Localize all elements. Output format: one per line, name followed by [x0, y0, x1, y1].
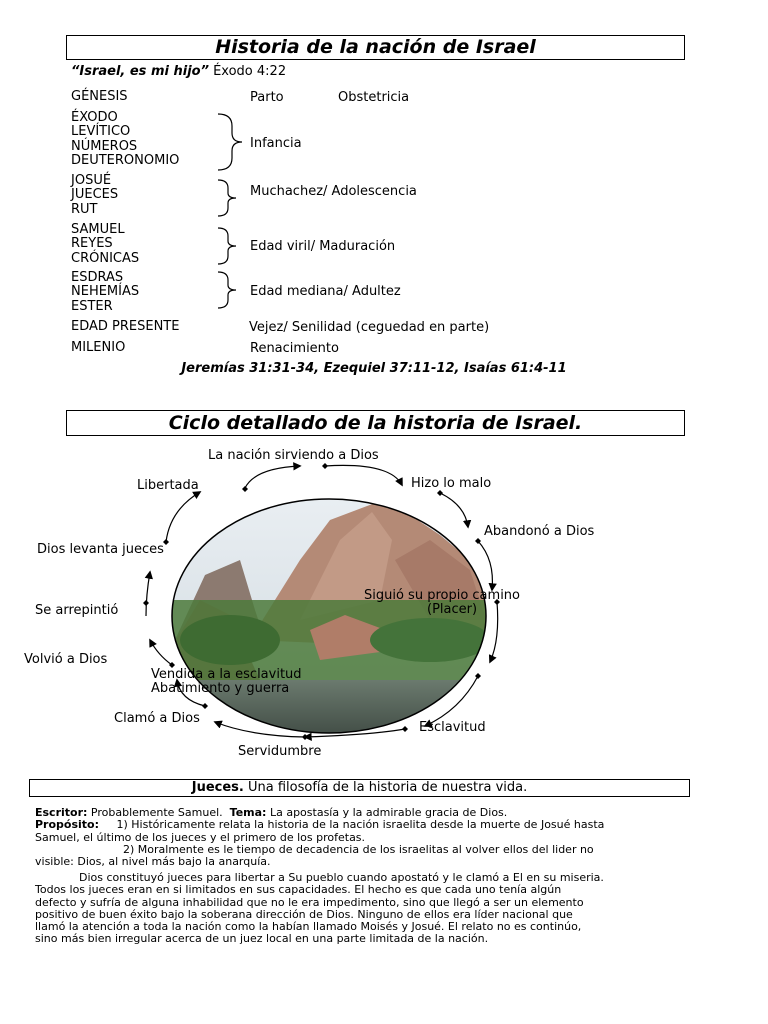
judges-body: Dios constituyó jueces para libertar a Su pueblo cuando apostató y le clamó a El en su miseria. Todos los jueces eran en si limitados en sus capacidades. El hecho es que cada uno tenía algún defecto y sufría de alguna inhabilidad que no le era impedimento, sino que llegó a ser un elemento positivo de buen éxito bajo la soberana dirección de Dios. Ninguno de ellos era líder nacional que llamó la atención a toda la nación como la habían llamado Moisés y Josué. El relato no es continúo, sino más bien irregular acerca de un juez local en una parte limitada de la nación. — [35, 871, 604, 946]
quote-reference: Éxodo 4:22 — [213, 64, 287, 79]
cycle-label-pleasure: (Placer) — [427, 602, 478, 617]
cycle-label-sold: Vendida a la esclavitud — [151, 667, 302, 682]
cycle-label-evil: Hizo lo malo — [411, 476, 492, 491]
cycle-title: Ciclo detallado de la historia de Israel. — [66, 410, 685, 436]
judges-summary: Escritor: Probablemente Samuel. Tema: La apostasía y la admirable gracia de Dios. Propósito: 1) Históricamente relata la historia de la nación israelita desde la muerte de Josué hasta Samuel, el último de los jueces y el primero de los profetas. 2) Moralmente es le tiempo de decadencia de los israelitas al volver ellos del lider no visible: Dios, al nivel más bajo la anarquía. — [35, 806, 605, 869]
books-millennium: MILENIO — [71, 340, 126, 355]
cycle-label-servitude: Servidumbre — [238, 744, 322, 759]
quote-text: “Israel, es mi hijo” — [71, 64, 209, 79]
books-present-age: EDAD PRESENTE — [71, 319, 180, 334]
cycle-label-abandoned: Abandonó a Dios — [484, 524, 595, 539]
cycle-label-own-way: Siguió su propio camino — [364, 588, 520, 603]
stage-adolescence: Muchachez/ Adolescencia — [250, 184, 417, 199]
judges-heading: Jueces. Una filosofía de la historia de nuestra vida. — [29, 779, 690, 797]
books-genesis: GÉNESIS — [71, 89, 128, 104]
cycle-label-war: Abatimiento y guerra — [151, 681, 290, 696]
stage-infancy: Infancia — [250, 136, 302, 151]
books-pentateuch: ÉXODO LEVÍTICO NÚMEROS DEUTERONOMIO — [71, 110, 180, 168]
stage-birth: Parto — [250, 90, 284, 105]
books-joshua-group: JOSUÉ JUECES RUT — [71, 173, 119, 217]
cycle-label-slavery: Esclavitud — [419, 720, 486, 735]
grouping-braces — [218, 114, 242, 308]
books-samuel-group: SAMUEL REYES CRÓNICAS — [71, 222, 140, 266]
cycle-label-serving: La nación sirviendo a Dios — [208, 448, 379, 463]
cycle-label-judges: Dios levanta jueces — [37, 542, 164, 557]
stage-maturity: Edad viril/ Maduración — [250, 239, 396, 254]
scripture-references: Jeremías 31:31-34, Ezequiel 37:11-12, Isaías 61:4-11 — [181, 361, 567, 376]
books-esdras-group: ESDRAS NEHEMÍAS ESTER — [71, 270, 140, 314]
stage-adulthood: Edad mediana/ Adultez — [250, 284, 401, 299]
stage-old-age: Vejez/ Senilidad (ceguedad en parte) — [249, 320, 490, 335]
cycle-label-freed: Libertada — [137, 478, 199, 493]
cycle-label-cried: Clamó a Dios — [114, 711, 200, 726]
stage-rebirth: Renacimiento — [250, 341, 339, 356]
cycle-label-repented: Se arrepintió — [35, 603, 119, 618]
cycle-label-returned: Volvió a Dios — [24, 652, 108, 667]
stage-birth-extra: Obstetricia — [338, 90, 410, 105]
page-title: Historia de la nación de Israel — [66, 35, 685, 60]
